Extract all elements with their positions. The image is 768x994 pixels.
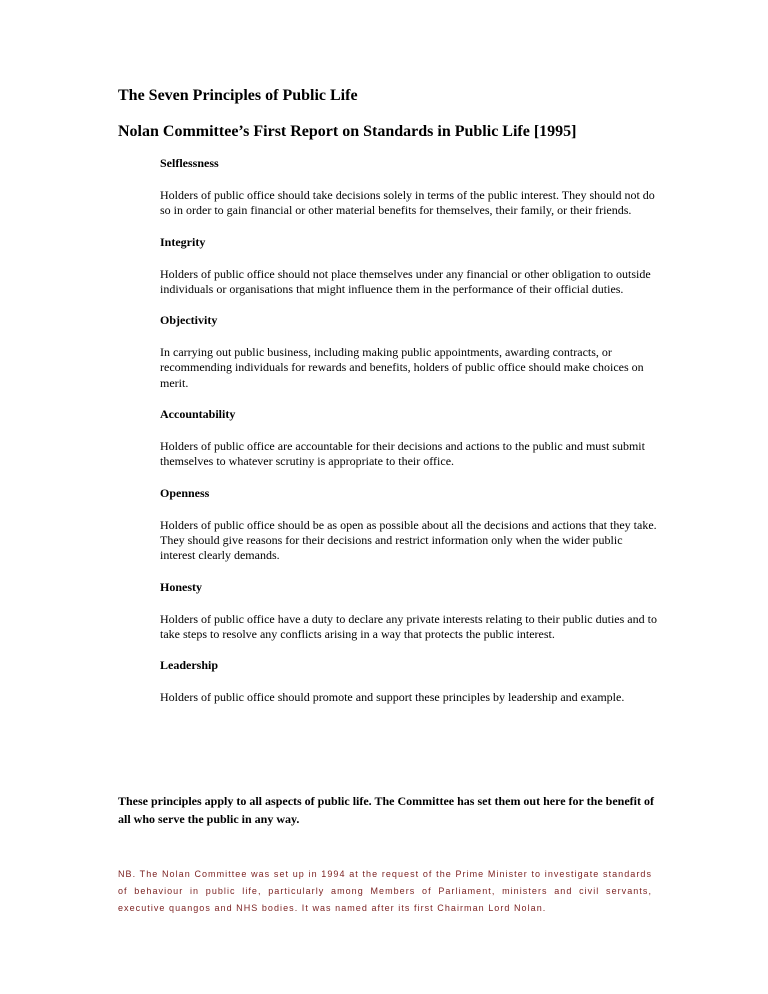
principle-description: Holders of public office have a duty to declare any private interests relating to their public duties and to take steps to resolve any conflicts arising in a way that protects the public interest. [160, 611, 657, 641]
principle-description: Holders of public office should take decisions solely in terms of the public interest. They should not do so in order to gain financial or other material benefits for themselves, their family, or their friends. [160, 188, 655, 218]
principle-heading: Openness [160, 485, 210, 500]
principle-description: In carrying out public business, including making public appointments, awarding contracts, or recommending individuals for rewards and benefits, holders of public office should make choices on merit. [160, 345, 644, 390]
principle-description: Holders of public office should not place themselves under any financial or other obligation to outside individuals or organisations that might influence them in the performance of their official duties. [160, 266, 651, 296]
page-title: The Seven Principles of Public Life [118, 87, 358, 104]
principle-heading: Integrity [160, 234, 206, 249]
principle-objectivity [160, 313, 660, 391]
principle-heading: Leadership [160, 658, 219, 673]
principle-heading: Selflessness [160, 156, 219, 170]
principle-integrity [160, 235, 660, 298]
principle-leadership [160, 658, 660, 705]
report-subtitle: Nolan Committee’s First Report on Standards in Public Life [1995] [118, 123, 577, 140]
principle-description: Holders of public office should promote and support these principles by leadership and example. [160, 690, 625, 705]
principles-list [160, 156, 660, 721]
principle-accountability [160, 407, 660, 470]
principle-heading: Honesty [160, 579, 202, 594]
principle-openness [160, 486, 660, 564]
principle-heading: Accountability [160, 407, 236, 422]
principle-selflessness [160, 156, 660, 219]
summary-statement: These principles apply to all aspects of public life. The Committee has set them out here for the benefit of all who serve the public in any way. [118, 794, 654, 826]
principle-heading: Objectivity [160, 313, 218, 328]
principle-description: Holders of public office should be as open as possible about all the decisions and actions that they take. They should give reasons for their decisions and restrict information only when the wider public interest clearly demands. [160, 517, 657, 563]
footnote: NB. The Nolan Committee was set up in 1994 at the request of the Prime Minister to investigate standards of behaviour in public life, particularly among Members of Parliament, ministers and civil servants, executive quangos and NHS bodies. It was named after its first Chairman Lord Nolan. [118, 869, 652, 913]
principle-honesty [160, 580, 660, 643]
principle-description: Holders of public office are accountable for their decisions and actions to the public and must submit themselves to whatever scrutiny is appropriate to their office. [160, 439, 645, 469]
